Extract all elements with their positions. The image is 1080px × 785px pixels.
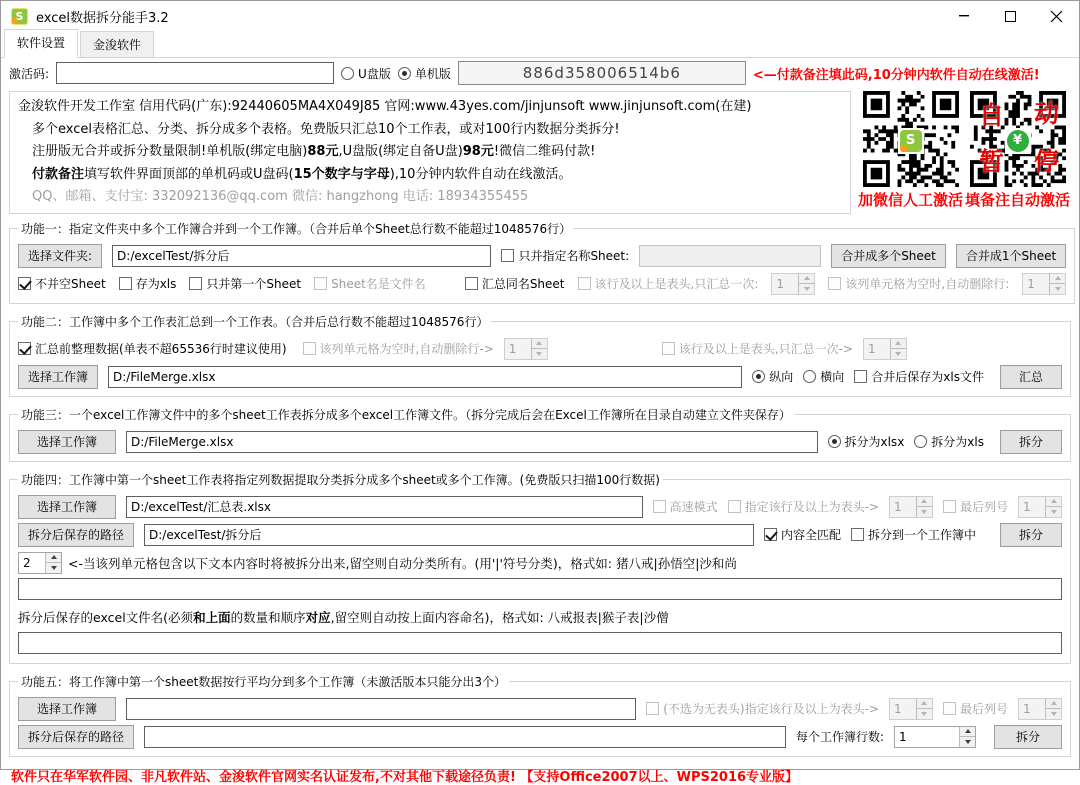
info-line-4a: 付款备注 [32, 166, 85, 182]
last-column-spinner[interactable] [1018, 698, 1062, 720]
function5-row-2 [18, 725, 1062, 749]
split-filter-hint: <-当该列单元格包含以下文本内容时将被拆分出来,留空则自动分类所有。(用'|'符号分类)，格式如: 猪八戒|孙悟空|沙和尚 [68, 555, 737, 571]
info-line-3 [18, 141, 842, 164]
checkbox-box [578, 277, 591, 290]
checkbox-label: 只并第一个Sheet [206, 277, 302, 291]
spinner-down-icon[interactable] [1049, 283, 1065, 294]
checkbox-clean-before-merge[interactable] [18, 340, 287, 357]
spinner-down-icon[interactable] [916, 506, 932, 517]
function2-group [9, 313, 1071, 397]
function2-row-1 [18, 337, 1062, 361]
info-line-3d: 98元 [462, 144, 494, 159]
merge-run-button[interactable]: 汇总 [1000, 365, 1062, 389]
header-row-spinner[interactable] [771, 273, 815, 295]
spinner-up-icon[interactable] [1045, 497, 1061, 507]
function4-save-path-input[interactable] [144, 524, 754, 546]
spinner-up-icon[interactable] [916, 699, 932, 709]
spinner-down-icon[interactable] [1045, 708, 1061, 719]
minimize-icon [959, 15, 969, 17]
checkbox-label: 最后列号 [959, 500, 1008, 514]
checkbox-box [854, 370, 867, 383]
split-run-button[interactable]: 拆分 [1000, 523, 1062, 547]
checkbox-box [501, 249, 514, 262]
tab-strip [1, 31, 1079, 58]
info-line-3c: ,U盘版(绑定自备U盘) [338, 144, 463, 159]
spinner-up-icon[interactable] [798, 274, 814, 284]
radio-dot [398, 67, 411, 80]
window-controls [941, 1, 1079, 31]
qr-pay-icon [1005, 128, 1031, 154]
spinner-value: 2 [23, 555, 31, 570]
footer-notice: 软件只在华军软件园、非凡软件站、金浚软件官网实名认证发布,不对其他下载途径负责! 【支持Office2007以上、WPS2016专业版】 [11, 769, 799, 785]
function4-legend: 功能四：工作簿中第一个sheet工作表将指定列数据提取分类拆分成多个sheet或多个工作簿。(免费版只扫描100行数据) [21, 472, 660, 487]
checkbox-specify-header-row[interactable] [728, 498, 879, 515]
radio-usb-version[interactable] [341, 65, 391, 82]
save-path-button[interactable]: 拆分后保存的路径 [18, 523, 134, 547]
function1-group [9, 220, 1075, 304]
spinner-down-icon[interactable] [916, 708, 932, 719]
info-line-1: 金浚软件开发工作室 信用代码(广东):92440605MA4X049J85 官网:www.43yes.com/jinjunsoft www.jinjunsoft.com(在建) [18, 99, 752, 114]
checkbox-label: (不选为无表头)指定该行及以上为表头-> [663, 702, 879, 716]
function3-path-input[interactable] [126, 431, 818, 453]
activation-row [9, 59, 1071, 87]
radio-dot [803, 370, 816, 383]
radio-label: 拆分为xlsx [844, 435, 905, 449]
checkbox-box [653, 500, 666, 513]
radio-dot [828, 435, 841, 448]
checkbox-label: Sheet名是文件名 [331, 277, 426, 291]
checkbox-label: 该行及以上是表头,只汇总一次: [594, 277, 759, 291]
spinner-down-icon[interactable] [1045, 506, 1061, 517]
select-workbook-button[interactable]: 选择工作簿 [18, 495, 116, 519]
checkbox-label: 存为xls [135, 277, 177, 291]
qr-wechat-manual [857, 91, 964, 214]
checkbox-box [943, 702, 956, 715]
title-bar [1, 1, 1079, 31]
filename-hint-b: 和上面 [193, 609, 231, 625]
split-run-button[interactable]: 拆分 [1000, 430, 1062, 454]
checkbox-skip-empty-sheet[interactable] [18, 275, 106, 292]
filename-hint-c: 的数量和顺序 [230, 609, 306, 625]
qr-panel [857, 91, 1071, 214]
checkbox-label: 不并空Sheet [35, 277, 106, 291]
function4-group [9, 471, 1071, 664]
checkbox-box [18, 277, 31, 290]
maximize-icon [1005, 11, 1016, 22]
checkbox-label: 最后列号 [959, 702, 1008, 716]
checkbox-label: 该行及以上是表头,只汇总一次-> [678, 342, 853, 356]
checkbox-box [764, 528, 777, 541]
checkbox-last-column[interactable] [943, 498, 1008, 515]
named-sheet-input[interactable] [639, 245, 821, 267]
radio-dot [341, 67, 354, 80]
function3-row [18, 430, 1062, 454]
checkbox-only-named-sheet[interactable] [501, 247, 629, 264]
spinner-arrows[interactable] [916, 497, 932, 517]
radio-vertical[interactable] [752, 368, 793, 385]
info-line-2: 多个excel表格汇总、分类、拆分成多个表格。免费版只汇总10个工作表，或对100行内数据分类拆分! [32, 121, 620, 137]
radio-label: 纵向 [769, 370, 794, 384]
checkbox-box [189, 277, 202, 290]
rows-per-workbook-spinner[interactable] [894, 726, 976, 748]
radio-label: 横向 [820, 370, 845, 384]
filename-hint-a: 拆分后保存的excel文件名(必须 [18, 609, 194, 625]
checkbox-box [314, 277, 327, 290]
function1-row-2 [18, 272, 1066, 296]
radio-label: 拆分为xls [931, 435, 984, 449]
info-box [9, 91, 851, 214]
checkbox-specify-header-row[interactable] [646, 700, 879, 717]
spinner-value: 1 [893, 499, 902, 514]
select-workbook-button[interactable]: 选择工作簿 [18, 430, 116, 454]
checkbox-box [119, 277, 132, 290]
split-column-spinner[interactable] [18, 552, 62, 574]
checkbox-label: 只并指定名称Sheet: [518, 249, 630, 263]
spinner-arrows[interactable] [798, 274, 814, 294]
checkbox-box [303, 342, 316, 355]
spinner-value: 1 [1027, 276, 1035, 291]
header-row-spinner[interactable] [889, 698, 933, 720]
spinner-up-icon[interactable] [1045, 699, 1061, 709]
function3-legend: 功能三：一个excel工作簿文件中的多个sheet工作表拆分成多个excel工作簿文件。（拆分完成后会在Excel工作簿所在目录自动建立文件夹保存） [21, 407, 791, 422]
header-row-spinner[interactable] [863, 338, 907, 360]
close-icon [1051, 11, 1062, 22]
spinner-up-icon[interactable] [890, 339, 906, 349]
spinner-value: 1 [1023, 499, 1031, 514]
qr-overlay-char: 自 [979, 101, 1005, 130]
function5-legend: 功能五：将工作簿中第一个sheet数据按行平均分到多个工作簿（未激活版本只能分出3个） [21, 674, 506, 689]
spinner-arrows[interactable] [1045, 497, 1061, 517]
delete-empty-row-spinner[interactable] [504, 338, 548, 360]
function5-row-1 [18, 697, 1062, 721]
select-workbook-button[interactable]: 选择工作簿 [18, 365, 98, 389]
spinner-arrows[interactable] [890, 339, 906, 359]
select-workbook-button[interactable]: 选择工作簿 [18, 697, 116, 721]
spinner-down-icon[interactable] [890, 348, 906, 359]
checkbox-label: 高速模式 [669, 500, 718, 514]
checkbox-label: 拆分到一个工作簿中 [867, 528, 976, 542]
app-icon [11, 8, 28, 25]
spinner-value: 1 [776, 276, 785, 291]
qr-right-caption: 填备注自动激活 [964, 191, 1070, 209]
radio-usb-label: U盘版 [358, 66, 391, 81]
function4-row-6 [18, 632, 1062, 654]
radio-split-to-xls[interactable] [914, 433, 984, 450]
checkbox-split-into-one-workbook[interactable] [851, 526, 976, 543]
checkbox-label: 该列单元格为空时,自动删除行: [845, 277, 1010, 291]
function2-legend: 功能二：工作簿中多个工作表汇总到一个工作表。（合并后总行数不能超过1048576行） [21, 314, 489, 329]
qr-auto-activate [964, 91, 1071, 214]
header-row-spinner[interactable] [889, 496, 933, 518]
filename-hint [18, 608, 669, 626]
spinner-arrows[interactable] [531, 339, 547, 359]
function5-source-input[interactable] [126, 698, 636, 720]
function1-folder-input[interactable] [112, 245, 491, 267]
spinner-arrows[interactable] [959, 727, 975, 747]
radio-standalone-label: 单机版 [414, 66, 451, 81]
checkbox-merge-same-name-sheet[interactable] [465, 275, 565, 292]
spinner-up-icon[interactable] [45, 553, 61, 563]
spinner-down-icon[interactable] [959, 736, 975, 747]
rows-per-workbook-label: 每个工作簿行数: [795, 730, 884, 744]
checkbox-fast-mode[interactable] [653, 498, 718, 515]
merge-to-one-sheet-button[interactable]: 合并成1个Sheet [956, 244, 1066, 268]
function4-row-3 [18, 551, 1062, 575]
checkbox-sheet-name-is-filename[interactable] [314, 275, 426, 292]
close-button[interactable] [1033, 1, 1079, 31]
checkbox-save-merged-as-xls[interactable] [854, 368, 984, 385]
checkbox-label: 该列单元格为空时,自动删除行-> [319, 342, 494, 356]
checkbox-last-column[interactable] [943, 700, 1008, 717]
function1-legend: 功能一：指定文件夹中多个工作簿合并到一个工作簿。（合并后单个Sheet总行数不能超过1048576行） [21, 221, 572, 236]
tab-jinjun-software[interactable]: 金浚软件 [80, 31, 154, 57]
qr-overlay-char: 停 [1033, 147, 1059, 176]
machine-code-box[interactable]: 886d358006514b6 [458, 61, 746, 85]
spinner-arrows[interactable] [1045, 699, 1061, 719]
checkbox-header-rows-once[interactable] [578, 275, 759, 292]
spinner-arrows[interactable] [1049, 274, 1065, 294]
checkbox-box [18, 342, 31, 355]
info-section [9, 91, 1071, 214]
info-line-3e: !微信二维码付款! [493, 144, 596, 159]
function3-group [9, 406, 1071, 462]
checkbox-label: 汇总前整理数据(单表不超65536行时建议使用) [35, 342, 287, 356]
activation-code-input[interactable] [56, 62, 334, 84]
checkbox-label: 指定该行及以上为表头-> [744, 500, 879, 514]
spinner-up-icon[interactable] [1049, 274, 1065, 284]
spinner-up-icon[interactable] [916, 497, 932, 507]
merge-to-multiple-sheets-button[interactable]: 合并成多个Sheet [831, 244, 946, 268]
checkbox-save-as-xls[interactable] [119, 275, 177, 292]
filename-hint-d: 对应 [305, 609, 331, 625]
spinner-down-icon[interactable] [798, 283, 814, 294]
checkbox-delete-empty-cell-row[interactable] [303, 340, 494, 357]
spinner-arrows[interactable] [45, 553, 61, 573]
radio-horizontal[interactable] [803, 368, 844, 385]
info-line-4 [18, 164, 842, 187]
radio-dot [914, 435, 927, 448]
checkbox-label: 汇总同名Sheet [481, 277, 565, 291]
function4-row-5 [18, 605, 1062, 629]
qr-left-caption: 加微信人工激活 [857, 191, 963, 209]
delete-empty-row-spinner[interactable] [1022, 273, 1066, 295]
spinner-up-icon[interactable] [959, 727, 975, 737]
contact-line: QQ、邮箱、支付宝: 332092136@qq.com 微信: hangzhong 电话: 18934355455 [32, 189, 529, 204]
spinner-up-icon[interactable] [531, 339, 547, 349]
checkbox-box [851, 528, 864, 541]
window-title: excel数据拆分能手3.2 [36, 10, 169, 26]
spinner-value: 1 [508, 341, 517, 356]
info-line-4b: 填写软件界面顶部的单机码或U盘码( [84, 166, 294, 182]
info-line-4d: ),10分钟内软件自动在线激活。 [389, 166, 572, 182]
function2-path-input[interactable] [108, 366, 742, 388]
spinner-down-icon[interactable] [45, 562, 61, 573]
checkbox-delete-empty-cell-row[interactable] [828, 275, 1009, 292]
minimize-button[interactable] [941, 1, 987, 31]
function2-row-2 [18, 365, 1062, 389]
tab-software-settings[interactable]: 软件设置 [4, 29, 78, 58]
spinner-value: 1 [1023, 701, 1031, 716]
checkbox-header-rows-once[interactable] [662, 340, 853, 357]
select-folder-button[interactable]: 选择文件夹: [18, 244, 102, 268]
split-filenames-input[interactable] [18, 632, 1062, 654]
activation-code-label: 激活码: [9, 66, 50, 81]
info-line-3a: 注册版无合并或拆分数量限制!单机版(绑定电脑) [32, 144, 308, 159]
checkbox-box [828, 277, 841, 290]
function5-save-path-input[interactable] [144, 726, 786, 748]
info-line-4c: 15个数字与字母 [293, 166, 390, 182]
function4-row-4 [18, 578, 1062, 600]
split-filter-input[interactable] [18, 578, 1062, 600]
function1-row-1 [18, 244, 1066, 268]
function4-row-1 [18, 495, 1062, 519]
qr-overlay-char: 暂 [979, 147, 1005, 176]
checkbox-first-sheet-only[interactable] [189, 275, 301, 292]
info-line-3b: 88元 [307, 144, 339, 159]
last-column-spinner[interactable] [1018, 496, 1062, 518]
maximize-button[interactable] [987, 1, 1033, 31]
function4-source-input[interactable] [126, 496, 643, 518]
checkbox-box [662, 342, 675, 355]
save-path-button[interactable]: 拆分后保存的路径 [18, 725, 134, 749]
checkbox-exact-match[interactable] [764, 526, 841, 543]
checkbox-box [943, 500, 956, 513]
qr-app-logo-icon [898, 128, 924, 154]
checkbox-label: 内容全匹配 [780, 528, 841, 542]
filename-hint-e: ,留空则自动按上面内容命名)，格式如: 八戒报表|猴子表|沙僧 [330, 609, 669, 625]
radio-split-to-xlsx[interactable] [828, 433, 905, 450]
function4-row-2 [18, 523, 1062, 547]
spinner-value: 1 [893, 701, 902, 716]
activation-hint: <—付款备注填此码,10分钟内软件自动在线激活! [752, 67, 1040, 83]
spinner-value: 1 [867, 341, 876, 356]
radio-dot [752, 370, 765, 383]
checkbox-box [728, 500, 741, 513]
spinner-arrows[interactable] [916, 699, 932, 719]
radio-standalone-version[interactable] [398, 65, 451, 82]
checkbox-label: 合并后保存为xls文件 [871, 370, 984, 384]
spinner-value: 1 [899, 729, 907, 744]
split-run-button[interactable]: 拆分 [994, 725, 1062, 749]
checkbox-box [465, 277, 478, 290]
spinner-down-icon[interactable] [531, 348, 547, 359]
qr-overlay-char: 动 [1033, 99, 1059, 128]
checkbox-box [646, 702, 659, 715]
function5-group [9, 673, 1071, 757]
